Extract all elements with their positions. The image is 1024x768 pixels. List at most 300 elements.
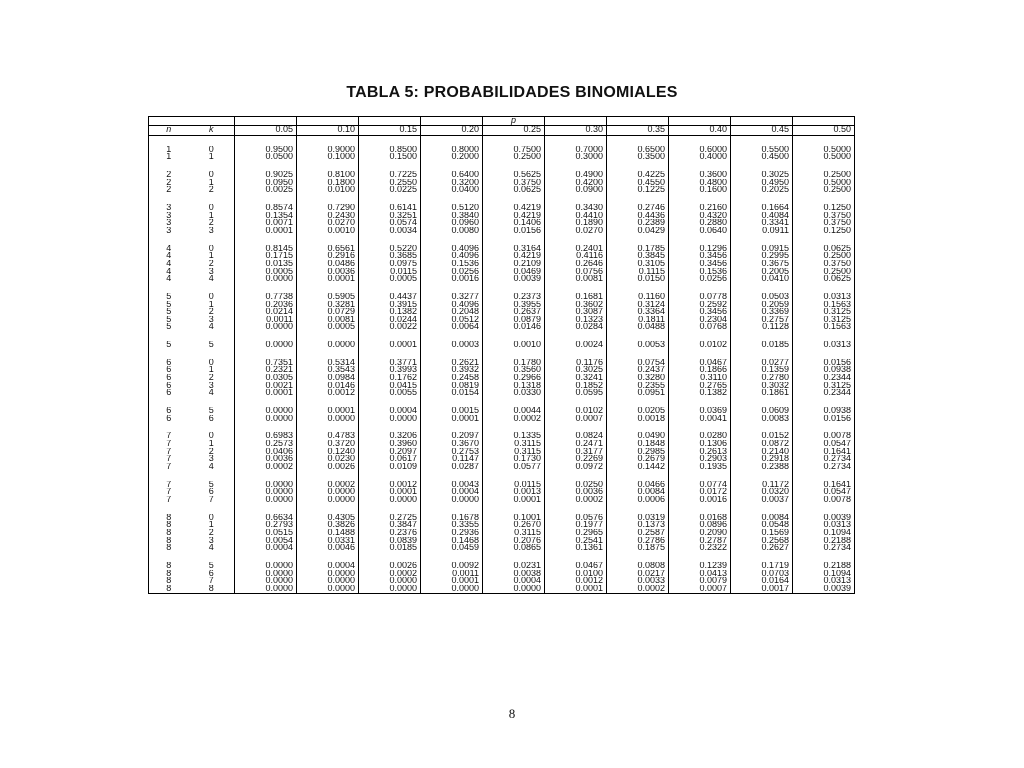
spacer-cell: [297, 283, 359, 293]
probability-cell: 0.3750: [793, 260, 855, 268]
probability-cell: 0.0488: [607, 323, 669, 331]
probability-cell: 0.1848: [607, 440, 669, 448]
spacer-cell: [483, 397, 545, 407]
spacer-cell: [149, 504, 189, 514]
table-row: [149, 260, 855, 268]
spacer-cell: [483, 422, 545, 432]
probability-cell: 0.1866: [669, 366, 731, 374]
probability-cell: 0.0000: [235, 323, 297, 331]
probability-cell: 0.2025: [731, 186, 793, 194]
probability-cell: 0.0277: [731, 359, 793, 367]
probability-cell: 0.0000: [421, 585, 483, 593]
probability-cell: 0.1250: [793, 227, 855, 235]
probability-cell: 0.3750: [483, 179, 545, 187]
probability-cell: 0.1488: [297, 529, 359, 537]
probability-cell: 0.4800: [669, 179, 731, 187]
n-cell: 5: [166, 300, 172, 309]
probability-cell: 0.2005: [731, 268, 793, 276]
k-cell: 8: [208, 584, 214, 593]
probability-cell: 0.1382: [359, 308, 421, 316]
probability-cell: 0.0015: [421, 407, 483, 415]
binomial-table-container: [148, 116, 854, 594]
n-cell: 5: [166, 315, 172, 324]
spacer-cell: [189, 135, 235, 146]
table-row: [149, 481, 855, 489]
spacer-cell: [297, 349, 359, 359]
probability-cell: 0.0256: [669, 275, 731, 283]
probability-cell: 0.0026: [359, 562, 421, 570]
probability-cell: 0.0000: [359, 577, 421, 585]
probability-cell: 0.0005: [359, 275, 421, 283]
k-cell: 1: [208, 366, 214, 375]
probability-cell: 0.0231: [483, 562, 545, 570]
probability-cell: 0.6141: [359, 204, 421, 212]
k-cell: 3: [208, 536, 214, 545]
spacer-cell: [607, 235, 669, 245]
probability-cell: 0.0951: [607, 389, 669, 397]
probability-cell: 0.0000: [235, 577, 297, 585]
table-row: [149, 153, 855, 161]
spacer-cell: [235, 161, 297, 171]
probability-cell: 0.2587: [607, 529, 669, 537]
probability-cell: 0.4550: [607, 179, 669, 187]
probability-cell: 0.0625: [793, 245, 855, 253]
probability-cell: 0.0004: [421, 488, 483, 496]
table-row: [149, 308, 855, 316]
probability-cell: 0.1852: [545, 382, 607, 390]
table-row: [149, 219, 855, 227]
probability-cell: 0.0466: [607, 481, 669, 489]
n-cell: 3: [166, 226, 172, 235]
probability-cell: 0.1373: [607, 521, 669, 529]
spacer-cell: [731, 235, 793, 245]
n-cell: 5: [166, 308, 172, 316]
spacer-cell: [483, 331, 545, 341]
probability-cell: 0.0467: [545, 562, 607, 570]
probability-cell: 0.0000: [297, 585, 359, 593]
probability-cell: 0.0001: [421, 577, 483, 585]
probability-cell: 0.2076: [483, 537, 545, 545]
probability-cell: 0.2269: [545, 455, 607, 463]
probability-cell: 0.3456: [669, 308, 731, 316]
spacer-cell: [235, 552, 297, 562]
spacer-cell: [669, 235, 731, 245]
n-cell: 7: [166, 495, 172, 504]
probability-cell: 0.0156: [793, 359, 855, 367]
spacer-cell: [793, 349, 855, 359]
spacer-row: [149, 471, 855, 481]
probability-cell: 0.0004: [235, 544, 297, 552]
probability-cell: 0.4084: [731, 212, 793, 220]
probability-cell: 0.0026: [297, 463, 359, 471]
n-cell: 3: [166, 203, 172, 212]
probability-cell: 0.0000: [235, 415, 297, 423]
probability-cell: 0.2916: [297, 252, 359, 260]
probability-cell: 0.0225: [359, 186, 421, 194]
probability-cell: 0.0000: [297, 577, 359, 585]
probability-cell: 0.0486: [297, 260, 359, 268]
probability-cell: 0.0038: [483, 570, 545, 578]
probability-cell: 0.1678: [421, 514, 483, 522]
n-cell: 3: [166, 211, 172, 220]
k-cell: 1: [208, 440, 214, 448]
table-row: [149, 514, 855, 522]
table-row: [149, 463, 855, 471]
probability-cell: 0.1000: [297, 153, 359, 161]
spacer-row: [149, 194, 855, 204]
probability-cell: 0.1176: [545, 359, 607, 367]
probability-cell: 0.1536: [669, 268, 731, 276]
probability-cell: 0.0036: [297, 268, 359, 276]
probability-cell: 0.3955: [483, 301, 545, 309]
n-cell: 6: [166, 389, 172, 398]
spacer-cell: [235, 471, 297, 481]
probability-cell: 0.3915: [359, 301, 421, 309]
p-column-header: 0.45: [731, 125, 793, 135]
probability-cell: 0.0012: [359, 481, 421, 489]
probability-cell: 0.2621: [421, 359, 483, 367]
probability-cell: 0.2787: [669, 537, 731, 545]
probability-cell: 0.3670: [421, 440, 483, 448]
probability-cell: 0.0004: [359, 407, 421, 415]
spacer-cell: [731, 504, 793, 514]
spacer-cell: [793, 331, 855, 341]
spacer-cell: [149, 552, 189, 562]
probability-cell: 0.2140: [731, 448, 793, 456]
probability-cell: 0.3602: [545, 301, 607, 309]
probability-cell: 0.8145: [235, 245, 297, 253]
k-cell: 0: [208, 292, 214, 301]
probability-cell: 0.0080: [421, 227, 483, 235]
spacer-cell: [793, 161, 855, 171]
probability-cell: 0.2786: [607, 537, 669, 545]
spacer-cell: [545, 194, 607, 204]
probability-cell: 0.3355: [421, 521, 483, 529]
n-cell: 2: [166, 178, 172, 187]
table-row: [149, 275, 855, 283]
spacer-cell: [235, 331, 297, 341]
table-row: [149, 252, 855, 260]
blank-cell: [731, 117, 793, 126]
probability-cell: 0.0429: [607, 227, 669, 235]
probability-cell: 0.3115: [483, 440, 545, 448]
spacer-cell: [421, 397, 483, 407]
spacer-cell: [359, 161, 421, 171]
probability-cell: 0.5625: [483, 171, 545, 179]
probability-cell: 0.1354: [235, 212, 297, 220]
probability-cell: 0.0092: [421, 562, 483, 570]
spacer-cell: [793, 194, 855, 204]
probability-cell: 0.2500: [793, 252, 855, 260]
probability-cell: 0.1172: [731, 481, 793, 489]
k-cell: 2: [208, 374, 214, 382]
p-column-header: 0.50: [793, 125, 855, 135]
probability-cell: 0.0640: [669, 227, 731, 235]
probability-cell: 0.0007: [669, 585, 731, 593]
probability-cell: 0.1681: [545, 293, 607, 301]
n-cell: 8: [166, 584, 172, 593]
probability-cell: 0.1563: [793, 301, 855, 309]
k-cell: 1: [208, 211, 214, 220]
probability-cell: 0.2995: [731, 252, 793, 260]
probability-cell: 0.0002: [607, 585, 669, 593]
probability-cell: 0.0001: [421, 415, 483, 423]
probability-cell: 0.0319: [607, 514, 669, 522]
probability-cell: 0.0250: [545, 481, 607, 489]
spacer-cell: [297, 422, 359, 432]
probability-cell: 0.0064: [421, 323, 483, 331]
probability-cell: 0.0012: [297, 389, 359, 397]
n-cell: 8: [166, 528, 172, 537]
spacer-cell: [235, 283, 297, 293]
probability-cell: 0.2753: [421, 448, 483, 456]
probability-cell: 0.0284: [545, 323, 607, 331]
n-cell: 5: [166, 341, 172, 349]
probability-cell: 0.2109: [483, 260, 545, 268]
k-cell: 2: [208, 186, 214, 194]
spacer-cell: [149, 349, 189, 359]
k-cell: 6: [208, 414, 214, 423]
spacer-cell: [149, 471, 189, 481]
probability-cell: 0.1563: [793, 323, 855, 331]
spacer-cell: [483, 235, 545, 245]
probability-cell: 0.0002: [235, 463, 297, 471]
probability-cell: 0.4096: [421, 301, 483, 309]
spacer-cell: [189, 471, 235, 481]
probability-cell: 0.0001: [545, 585, 607, 593]
spacer-cell: [297, 161, 359, 171]
probability-cell: 0.0000: [297, 415, 359, 423]
probability-cell: 0.0984: [297, 374, 359, 382]
probability-cell: 0.0768: [669, 323, 731, 331]
probability-cell: 0.0547: [793, 440, 855, 448]
probability-cell: 0.1785: [607, 245, 669, 253]
probability-cell: 0.1780: [483, 359, 545, 367]
n-cell: 8: [166, 577, 172, 585]
probability-cell: 0.1719: [731, 562, 793, 570]
spacer-cell: [359, 135, 421, 146]
probability-cell: 0.3840: [421, 212, 483, 220]
p-column-header: 0.30: [545, 125, 607, 135]
probability-cell: 0.1240: [297, 448, 359, 456]
k-cell: 3: [208, 267, 214, 276]
probability-cell: 0.0002: [545, 496, 607, 504]
binomial-probability-table: [148, 116, 855, 594]
probability-cell: 0.2376: [359, 529, 421, 537]
table-row: [149, 204, 855, 212]
probability-cell: 0.0083: [731, 415, 793, 423]
spacer-cell: [189, 349, 235, 359]
k-cell: 1: [208, 252, 214, 260]
probability-cell: 0.0154: [421, 389, 483, 397]
table-row: [149, 562, 855, 570]
probability-cell: 0.4219: [483, 212, 545, 220]
spacer-cell: [235, 422, 297, 432]
probability-cell: 0.0975: [359, 260, 421, 268]
blank-cell: [189, 117, 235, 126]
probability-cell: 0.1225: [607, 186, 669, 194]
spacer-row: [149, 422, 855, 432]
n-cell: 7: [166, 440, 172, 448]
spacer-cell: [607, 471, 669, 481]
probability-cell: 0.2401: [545, 245, 607, 253]
probability-cell: 0.1094: [793, 570, 855, 578]
probability-cell: 0.0039: [483, 275, 545, 283]
spacer-cell: [669, 349, 731, 359]
probability-cell: 0.0001: [297, 407, 359, 415]
probability-cell: 0.0256: [421, 268, 483, 276]
probability-cell: 0.0469: [483, 268, 545, 276]
probability-cell: 0.2097: [421, 432, 483, 440]
probability-cell: 0.0084: [607, 488, 669, 496]
spacer-cell: [731, 349, 793, 359]
k-cell: 7: [208, 495, 214, 504]
probability-cell: 0.8100: [297, 171, 359, 179]
probability-cell: 0.0016: [421, 275, 483, 283]
probability-cell: 0.0369: [669, 407, 731, 415]
spacer-cell: [483, 135, 545, 146]
table-row: [149, 374, 855, 382]
probability-cell: 0.0000: [421, 496, 483, 504]
probability-cell: 0.3251: [359, 212, 421, 220]
spacer-cell: [235, 349, 297, 359]
spacer-cell: [359, 283, 421, 293]
probability-cell: 0.2188: [793, 562, 855, 570]
probability-cell: 0.0185: [359, 544, 421, 552]
spacer-row: [149, 504, 855, 514]
page-title: TABLA 5: PROBABILIDADES BINOMIALES: [346, 84, 678, 101]
spacer-cell: [149, 235, 189, 245]
k-cell: 5: [208, 561, 214, 570]
probability-cell: 0.0824: [545, 432, 607, 440]
probability-cell: 0.3206: [359, 432, 421, 440]
spacer-cell: [669, 504, 731, 514]
k-cell: 0: [208, 244, 214, 253]
table-row: [149, 577, 855, 585]
k-cell: 4: [208, 544, 214, 552]
spacer-cell: [669, 194, 731, 204]
probability-cell: 0.2160: [669, 204, 731, 212]
probability-cell: 0.0102: [545, 407, 607, 415]
probability-cell: 0.5905: [297, 293, 359, 301]
k-cell: 1: [208, 521, 214, 529]
spacer-cell: [421, 161, 483, 171]
probability-cell: 0.1094: [793, 529, 855, 537]
probability-cell: 0.2500: [793, 186, 855, 194]
spacer-cell: [359, 331, 421, 341]
n-cell: 8: [166, 561, 172, 570]
probability-cell: 0.0078: [793, 496, 855, 504]
spacer-cell: [607, 135, 669, 146]
spacer-cell: [669, 397, 731, 407]
spacer-cell: [297, 331, 359, 341]
probability-cell: 0.0839: [359, 537, 421, 545]
n-cell: 6: [166, 358, 172, 367]
spacer-cell: [607, 283, 669, 293]
probability-cell: 0.3560: [483, 366, 545, 374]
probability-cell: 0.0036: [545, 488, 607, 496]
probability-cell: 0.1323: [545, 316, 607, 324]
probability-cell: 0.4219: [483, 204, 545, 212]
probability-cell: 0.0808: [607, 562, 669, 570]
spacer-row: [149, 135, 855, 146]
blank-cell: [793, 117, 855, 126]
probability-cell: 0.0018: [607, 415, 669, 423]
probability-cell: 0.2430: [297, 212, 359, 220]
probability-cell: 0.2541: [545, 537, 607, 545]
probability-cell: 0.2646: [545, 260, 607, 268]
probability-cell: 0.3177: [545, 448, 607, 456]
probability-cell: 0.0000: [483, 585, 545, 593]
spacer-cell: [421, 283, 483, 293]
k-cell: 5: [208, 407, 214, 415]
probability-cell: 0.2344: [793, 374, 855, 382]
probability-cell: 0.0406: [235, 448, 297, 456]
table-row: [149, 585, 855, 593]
k-cell: 0: [208, 513, 214, 522]
spacer-cell: [669, 331, 731, 341]
probability-cell: 0.2679: [607, 455, 669, 463]
probability-cell: 0.7738: [235, 293, 297, 301]
probability-cell: 0.0313: [793, 577, 855, 585]
probability-cell: 0.1935: [669, 463, 731, 471]
spacer-cell: [421, 331, 483, 341]
probability-cell: 0.0896: [669, 521, 731, 529]
probability-cell: 0.2188: [793, 537, 855, 545]
spacer-cell: [149, 422, 189, 432]
spacer-cell: [793, 235, 855, 245]
probability-cell: 0.0500: [235, 153, 297, 161]
probability-cell: 0.0515: [235, 529, 297, 537]
k-cell: 4: [208, 275, 214, 283]
probability-cell: 0.4950: [731, 179, 793, 187]
probability-cell: 0.6500: [607, 146, 669, 154]
probability-cell: 0.0467: [669, 359, 731, 367]
probability-cell: 0.2388: [731, 463, 793, 471]
probability-cell: 0.3125: [793, 316, 855, 324]
probability-cell: 0.2966: [483, 374, 545, 382]
probability-cell: 0.0016: [669, 496, 731, 504]
p-label-row: [149, 117, 855, 126]
table-row: [149, 245, 855, 253]
k-cell: 2: [208, 308, 214, 316]
spacer-cell: [421, 235, 483, 245]
probability-cell: 0.3277: [421, 293, 483, 301]
table-body: [149, 135, 855, 593]
probability-cell: 0.0084: [731, 514, 793, 522]
probability-cell: 0.0230: [297, 455, 359, 463]
probability-cell: 0.2780: [731, 374, 793, 382]
probability-cell: 0.2097: [359, 448, 421, 456]
probability-cell: 0.1335: [483, 432, 545, 440]
probability-cell: 0.4783: [297, 432, 359, 440]
table-row: [149, 212, 855, 220]
table-row: [149, 488, 855, 496]
table-row: [149, 186, 855, 194]
spacer-cell: [149, 331, 189, 341]
probability-cell: 0.2985: [607, 448, 669, 456]
probability-cell: 0.8500: [359, 146, 421, 154]
spacer-cell: [189, 552, 235, 562]
spacer-cell: [731, 422, 793, 432]
spacer-cell: [235, 397, 297, 407]
probability-cell: 0.0168: [669, 514, 731, 522]
probability-cell: 0.2765: [669, 382, 731, 390]
probability-cell: 0.4225: [607, 171, 669, 179]
probability-cell: 0.1861: [731, 389, 793, 397]
probability-cell: 0.2437: [607, 366, 669, 374]
spacer-cell: [669, 135, 731, 146]
